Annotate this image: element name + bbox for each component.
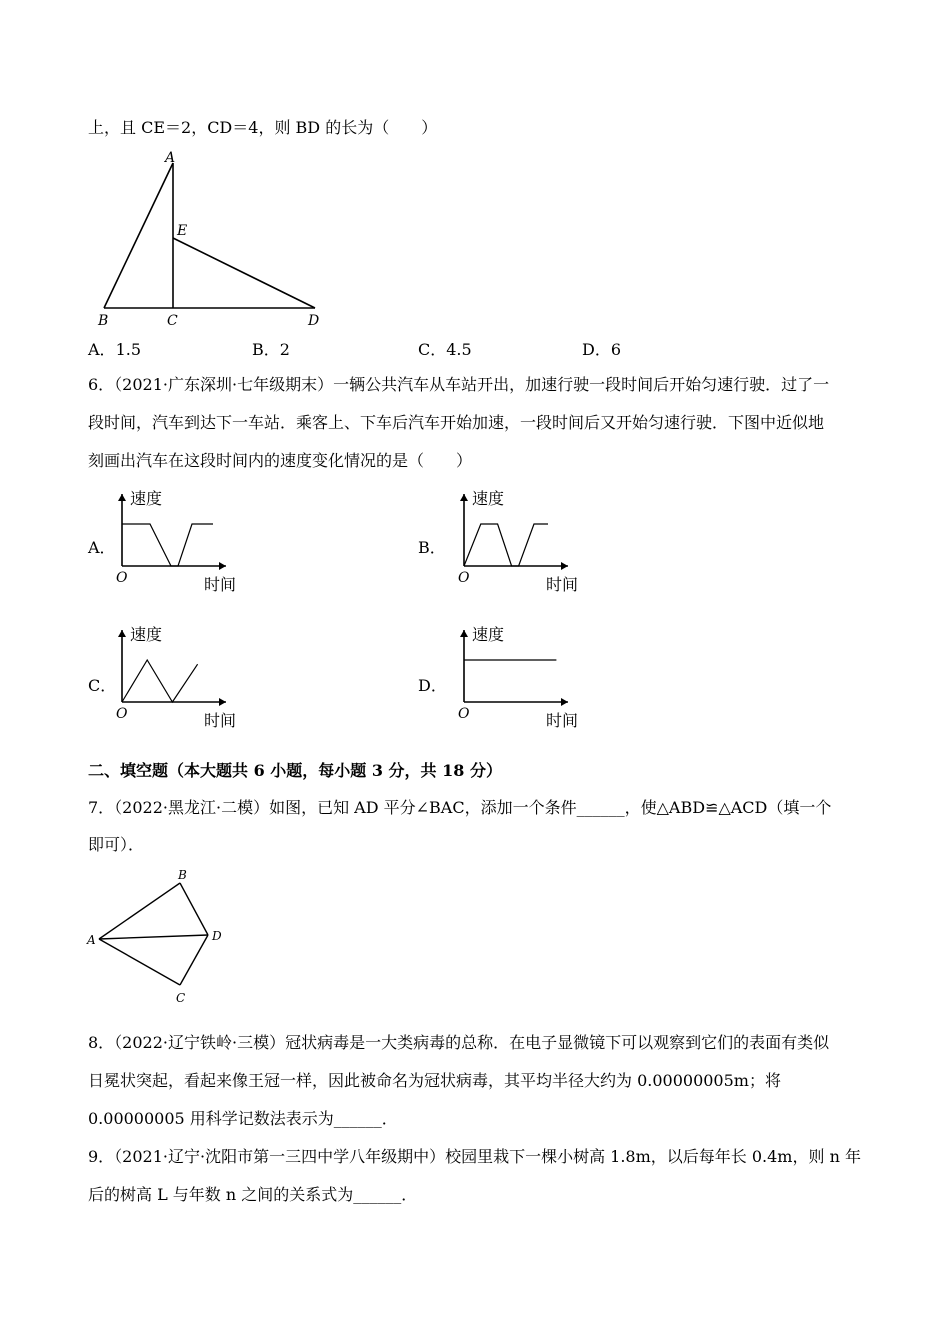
q8-line-1: 8．（2022·辽宁铁岭·三模）冠状病毒是一大类病毒的总称．在电子显微镜下可以观察到它们的表面有类似 <box>88 1033 830 1052</box>
q8-line-3: 0.00000005 用科学记数法表示为______． <box>88 1109 398 1128</box>
label-c: C <box>176 991 186 1005</box>
y-axis-label: 速度 <box>472 489 505 508</box>
option-key: B． <box>252 340 280 359</box>
x-axis-arrow <box>561 698 568 706</box>
speed-series-line <box>122 660 198 702</box>
chart-d <box>450 618 600 733</box>
label-a: A <box>165 150 176 166</box>
q6-option-b-key: B． <box>418 538 446 557</box>
origin-label: O <box>458 706 470 722</box>
y-axis-label: 速度 <box>472 625 505 644</box>
q6-option-c-key: C． <box>88 676 117 695</box>
speed-series-line <box>464 524 548 566</box>
q7-quadrilateral-figure <box>85 865 235 1010</box>
q8-line-2: 日冕状突起，看起来像王冠一样，因此被命名为冠状病毒，其平均半径大约为 0.00000005m；将 <box>88 1071 781 1090</box>
segment-bd <box>180 883 208 935</box>
option-text: 4.5 <box>446 340 472 359</box>
q7-line-2: 即可）． <box>88 835 145 854</box>
y-axis-arrow <box>118 494 126 501</box>
q6-option-a-key: A． <box>88 538 116 557</box>
x-axis-arrow <box>219 562 226 570</box>
label-a: A <box>87 933 96 947</box>
x-axis-label: 时间 <box>546 575 579 594</box>
q5-triangle-figure <box>90 145 330 330</box>
q5-option-a <box>88 339 141 361</box>
y-axis-arrow <box>460 630 468 637</box>
label-d: D <box>212 929 222 943</box>
origin-label: O <box>458 570 470 586</box>
section-2-title: 二、填空题（本大题共 6 小题，每小题 3 分，共 18 分） <box>88 761 502 780</box>
x-axis-label: 时间 <box>546 711 579 730</box>
label-e: E <box>177 223 188 239</box>
option-key: A． <box>88 340 116 359</box>
chart-a <box>108 482 258 597</box>
x-axis-label: 时间 <box>204 575 237 594</box>
option-key: C． <box>418 340 447 359</box>
label-c: C <box>167 313 178 329</box>
x-axis-label: 时间 <box>204 711 237 730</box>
segment-ac <box>99 939 180 985</box>
option-text: 2 <box>279 340 290 359</box>
q5-option-d <box>582 339 621 361</box>
y-axis-arrow <box>460 494 468 501</box>
label-b: B <box>178 868 187 882</box>
q5-option-c <box>418 339 472 361</box>
speed-series-line <box>122 524 213 566</box>
chart-b <box>450 482 600 597</box>
q9-line-1: 9．（2021·辽宁·沈阳市第一三四中学八年级期中）校园里栽下一棵小树高 1.8m，以后每年长 0.4m，则 n 年 <box>88 1147 861 1166</box>
y-axis-arrow <box>118 630 126 637</box>
y-axis-label: 速度 <box>130 625 163 644</box>
q6-option-d-key: D． <box>418 676 447 695</box>
label-d: D <box>308 313 320 329</box>
q6-line-2: 段时间，汽车到达下一车站．乘客上、下车后汽车开始加速，一段时间后又开始匀速行驶．下图中近似地 <box>88 413 825 432</box>
origin-label: O <box>116 570 128 586</box>
chart-c <box>108 618 258 733</box>
label-b: B <box>98 313 109 329</box>
segment-ad <box>99 935 208 939</box>
q5-option-b <box>252 339 290 361</box>
segment-ed <box>173 238 315 308</box>
origin-label: O <box>116 706 128 722</box>
q7-line-1: 7．（2022·黑龙江·二模）如图，已知 AD 平分∠BAC，添加一个条件______，使△ABD≌△ACD（填一个 <box>88 798 832 817</box>
q9-line-2: 后的树高 L 与年数 n 之间的关系式为______． <box>88 1185 418 1204</box>
q6-line-3: 刻画出汽车在这段时间内的速度变化情况的是（ ） <box>88 451 473 470</box>
option-key: D． <box>582 340 611 359</box>
q6-line-1: 6．（2021·广东深圳·七年级期末）一辆公共汽车从车站开出，加速行驶一段时间后开始匀速行驶．过了一 <box>88 375 830 394</box>
y-axis-label: 速度 <box>130 489 163 508</box>
segment-cd <box>180 935 208 985</box>
x-axis-arrow <box>561 562 568 570</box>
q5-stem-tail: 上，且 CE＝2，CD＝4，则 BD 的长为（ ） <box>88 118 438 137</box>
option-text: 6 <box>610 340 622 359</box>
x-axis-arrow <box>219 698 226 706</box>
option-text: 1.5 <box>115 340 142 359</box>
segment-ab <box>99 883 180 939</box>
segment-ab <box>104 163 173 308</box>
